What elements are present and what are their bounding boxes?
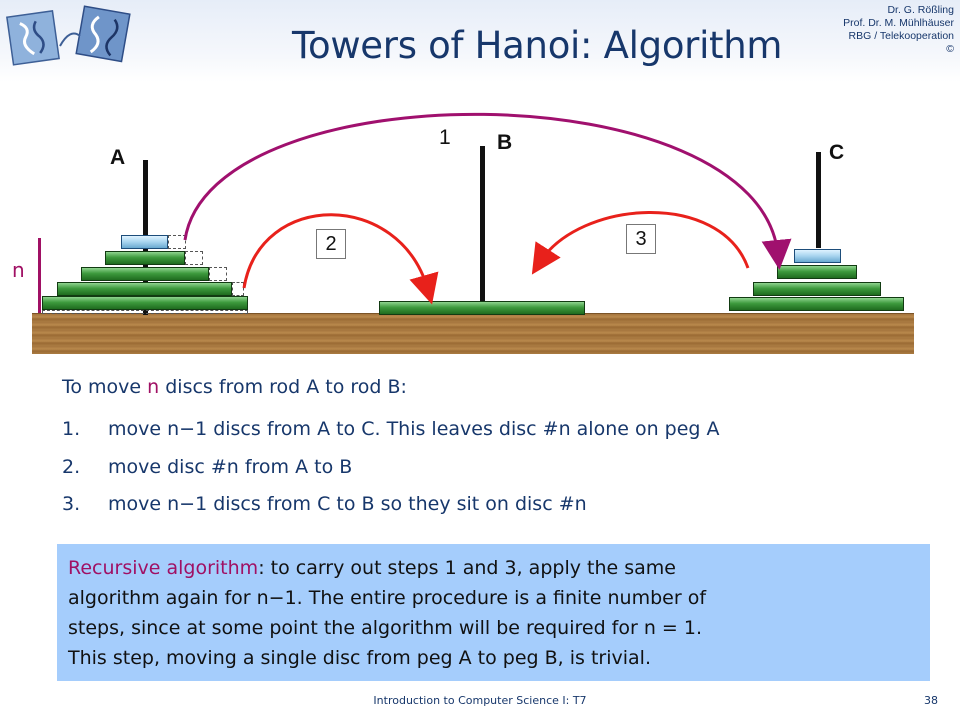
- intro-line: [62, 376, 407, 398]
- step-text: move n−1 discs from C to B so they sit on disc #n: [108, 493, 587, 515]
- n-label: n: [12, 258, 25, 282]
- intro-prefix: To move: [62, 376, 148, 398]
- step-text: move n−1 discs from A to C. This leaves disc #n alone on peg A: [108, 418, 720, 440]
- page-title: Towers of Hanoi: Algorithm: [292, 24, 783, 67]
- recursion-note-text: [68, 553, 923, 673]
- rod-label-c: C: [829, 141, 845, 164]
- step-index: 3.: [62, 493, 81, 515]
- move-arrows: [0, 90, 960, 360]
- author-credits: [843, 4, 954, 56]
- note-line-1: : to carry out steps 1 and 3, apply the same: [258, 557, 676, 579]
- step-item: [62, 456, 352, 478]
- step-index: 1.: [62, 418, 81, 440]
- footer-course: Introduction to Computer Science I: T7: [373, 694, 587, 707]
- note-line: [68, 553, 923, 583]
- tu-darmstadt-logo: [4, 4, 134, 68]
- step-text: move disc #n from A to B: [108, 456, 353, 478]
- author-line: Dr. G. Rößling: [887, 4, 954, 16]
- towers-diagram: [0, 90, 960, 360]
- intro-n: n: [147, 376, 160, 398]
- step-label-1: 1: [439, 126, 451, 149]
- note-line-3: steps, since at some point the algorithm will be required for n = 1.: [68, 617, 703, 639]
- step-item: [62, 418, 720, 440]
- n-bracket: [38, 238, 41, 313]
- rod-label-b: B: [497, 131, 513, 154]
- note-highlight: Recursive algorithm: [68, 557, 259, 579]
- author-line: RBG / Telekooperation: [848, 30, 954, 42]
- note-line-4: This step, moving a single disc from peg A to peg B, is trivial.: [68, 647, 651, 669]
- recursion-note-box: [57, 544, 930, 681]
- note-line-2: algorithm again for n−1. The entire procedure is a finite number of: [68, 587, 707, 609]
- copyright-symbol: ©: [946, 43, 954, 55]
- rod-label-a: A: [110, 146, 126, 169]
- step-item: [62, 493, 587, 515]
- page-number: 38: [924, 694, 938, 707]
- step-index: 2.: [62, 456, 81, 478]
- author-line: Prof. Dr. M. Mühlhäuser: [843, 17, 954, 29]
- step-label-3: 3: [626, 224, 656, 254]
- intro-suffix: discs from rod A to rod B:: [159, 376, 407, 398]
- step-label-2: 2: [316, 229, 346, 259]
